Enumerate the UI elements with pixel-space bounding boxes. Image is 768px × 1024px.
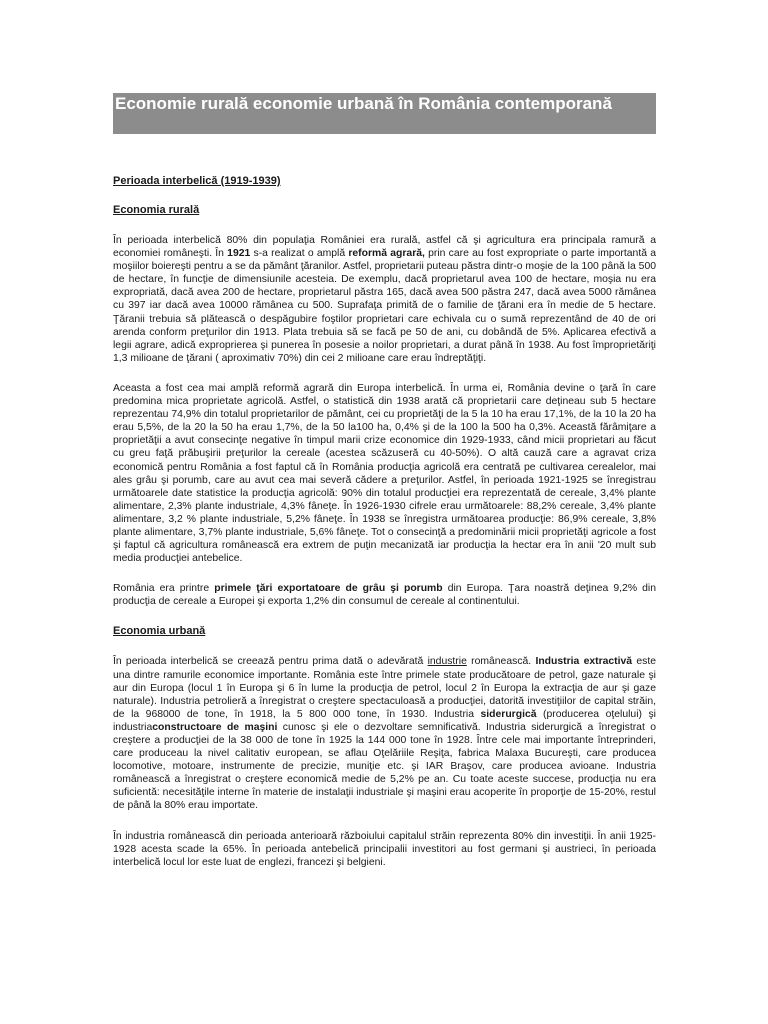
rural-paragraph-2: Aceasta a fost cea mai amplă reformă agrară din Europa interbelică. În urma ei, România devine o ţară în care predomina mica proprietate agricolă. Astfel, o statistică din 1938 arată că proprietarii care deţineau sub 5 hectare reprezentau 74,9% din totalul proprietarilor de pământ, cei cu proprietăţi de la 5 la 10 ha erau 17,1%, de la 10 la 20 ha erau 5,5%, de la 20 la 50 ha erau 1,7%, de la 50 la100 ha, 0,4% şi de la 100 la 500 ha 0,3%. Această fărâmiţare a proprietăţii a avut consecinţe negative în timpul marii crize economice din 1929-1933, când micii proprietari au făcut cu greu faţă prăbuşirii preţurilor la cereale (acestea scăzuseră cu 40-50%). O altă cauză care a agravat criza economică pentru România a fost faptul că în România producţia agricolă era centrată pe cultivarea cerealelor, mai ales grâu şi porumb, care au avut cea mai severă cădere a preţurilor. Astfel, în perioada 1921-1925 se înregistrau următoarele date statistice la producţia agricolă: 90% din totalul producţiei era reprezentată de cereale, 3,4% plante alimentare, 2,3% plante industriale, 4,3% fâneţe. În 1926-1930 cifrele erau următoarele: 88,2% cereale, 3,4% plante alimentare, 3,2 % plante industriale, 5,2% fâneţe. În 1938 se înregistra următoarea producţie: 86,9% cereale, 3,8% plante alimentare, 3,7% plante industriale, 5,6% fâneţe. Tot o consecinţă a predominării micii proprietăţi agricole a fost şi faptul că agricultura românească era extrem de puţin mecanizată iar producţia la hectar era în anii '20 mult sub media producţiei antebelice. <box>113 382 656 565</box>
rural-paragraph-1: În perioada interbelică 80% din populaţia României era rurală, astfel că şi agricultura era principala ramură a economiei româneşti. În 1921 s-a realizat o amplă reformă agrară, prin care au fost expropriate o parte importantă a moşiilor boiereşti pentru a se da pământ ţăranilor. Astfel, proprietarii puteau păstra dintr-o moşie de la 100 până la 500 de hectare, în funcţie de dimensiunile acesteia. De exemplu, dacă proprietarul avea 100 de hectare, moşia nu era expropriată, dacă avea 200 de hectare, proprietarul păstra 165, dacă avea 500 păstra 247, dacă avea 5000 rămânea cu 397 iar dacă avea 10000 rămânea cu 500. Suprafaţa primită de o familie de ţărani era în medie de 5 hectare. Ţăranii trebuia să plătească o despăgubire foştilor proprietari care echivala cu o sumă reprezentând de 40 de ori arenda conform preţurilor din 1913. Plata trebuia să se facă pe 50 de ani, cu dobândă de 5%. Aplicarea efectivă a legii agrare, adică exproprierea şi punerea în posesie a noilor proprietari, a durat până în 1938. Au fost împroprietăriţi 1,3 milioane de ţărani ( aproximativ 70%) din cei 2 milioane care erau îndreptăţiţi. <box>113 235 656 364</box>
rural-economy-heading: Economia rurală <box>113 204 200 216</box>
urban-economy-heading: Economia urbană <box>113 625 206 638</box>
rural-paragraph-3: România era printre primele ţări exportatoare de grâu şi porumb din Europa. Ţara noastră deţinea 9,2% din producţia de cereale a Europei şi exporta 1,2% din consumul de cereale al continentului. <box>113 583 656 608</box>
urban-paragraph-1: În perioada interbelică se creează pentru prima dată o adevărată industrie românească. Industria extractivă este una dintre ramurile economice importante. România este între primele state producătoare de petrol, gaze naturale şi aur din Europa (locul 1 în Europa şi 6 în lume la producţia de petrol, locul 2 în Europa la extracţia de aur şi gaze naturale). Industria petrolieră a înregistrat o creştere spectaculoasă a producţiei, datorită investiţiilor de capital străin, de la 968000 de tone, în 1918, la 5 800 000 tone, în 1930. Industria siderurgică (producerea oţelului) şi industriaconstructoare de maşini cunosc şi ele o dezvoltare semnificativă. Industria siderurgică a înregistrat o creştere a producţiei de la 38 000 de tone în 1925 la 144 000 tone în 1928. Între cele mai importante întreprinderi, care produceau la nivel calitativ european, se aflau Oţelăriile Reşiţa, fabrica Malaxa Bucureşti, care producea locomotive, motoare, instrumente de precizie, muniţie etc. şi IAR Braşov, care producea avioane. Industria românească a înregistrat o creştere economică medie de 5,2% pe an. Cu toate aceste succese, producţia nu era suficientă: necesităţile interne în materie de instalaţii industriale şi maşini erau acoperite în proporţie de 15-20%, restul de până la 80% erau importate. <box>113 656 656 812</box>
period-heading: Perioada interbelică (1919-1939) <box>113 175 281 187</box>
document-title: Economie rurală economie urbană în România contemporană <box>113 93 656 134</box>
document-page <box>113 93 656 869</box>
industrie-link[interactable]: industrie <box>427 656 467 668</box>
urban-paragraph-2: În industria românească din perioada anterioară războiului capitalul străin reprezenta 80% din investiţii. În anii 1925-1928 acesta scade la 65%. În perioada antebelică principalii investitori au fost germani şi austrieci, în perioada interbelică locul lor este luat de englezi, francezi şi belgieni. <box>113 830 656 868</box>
